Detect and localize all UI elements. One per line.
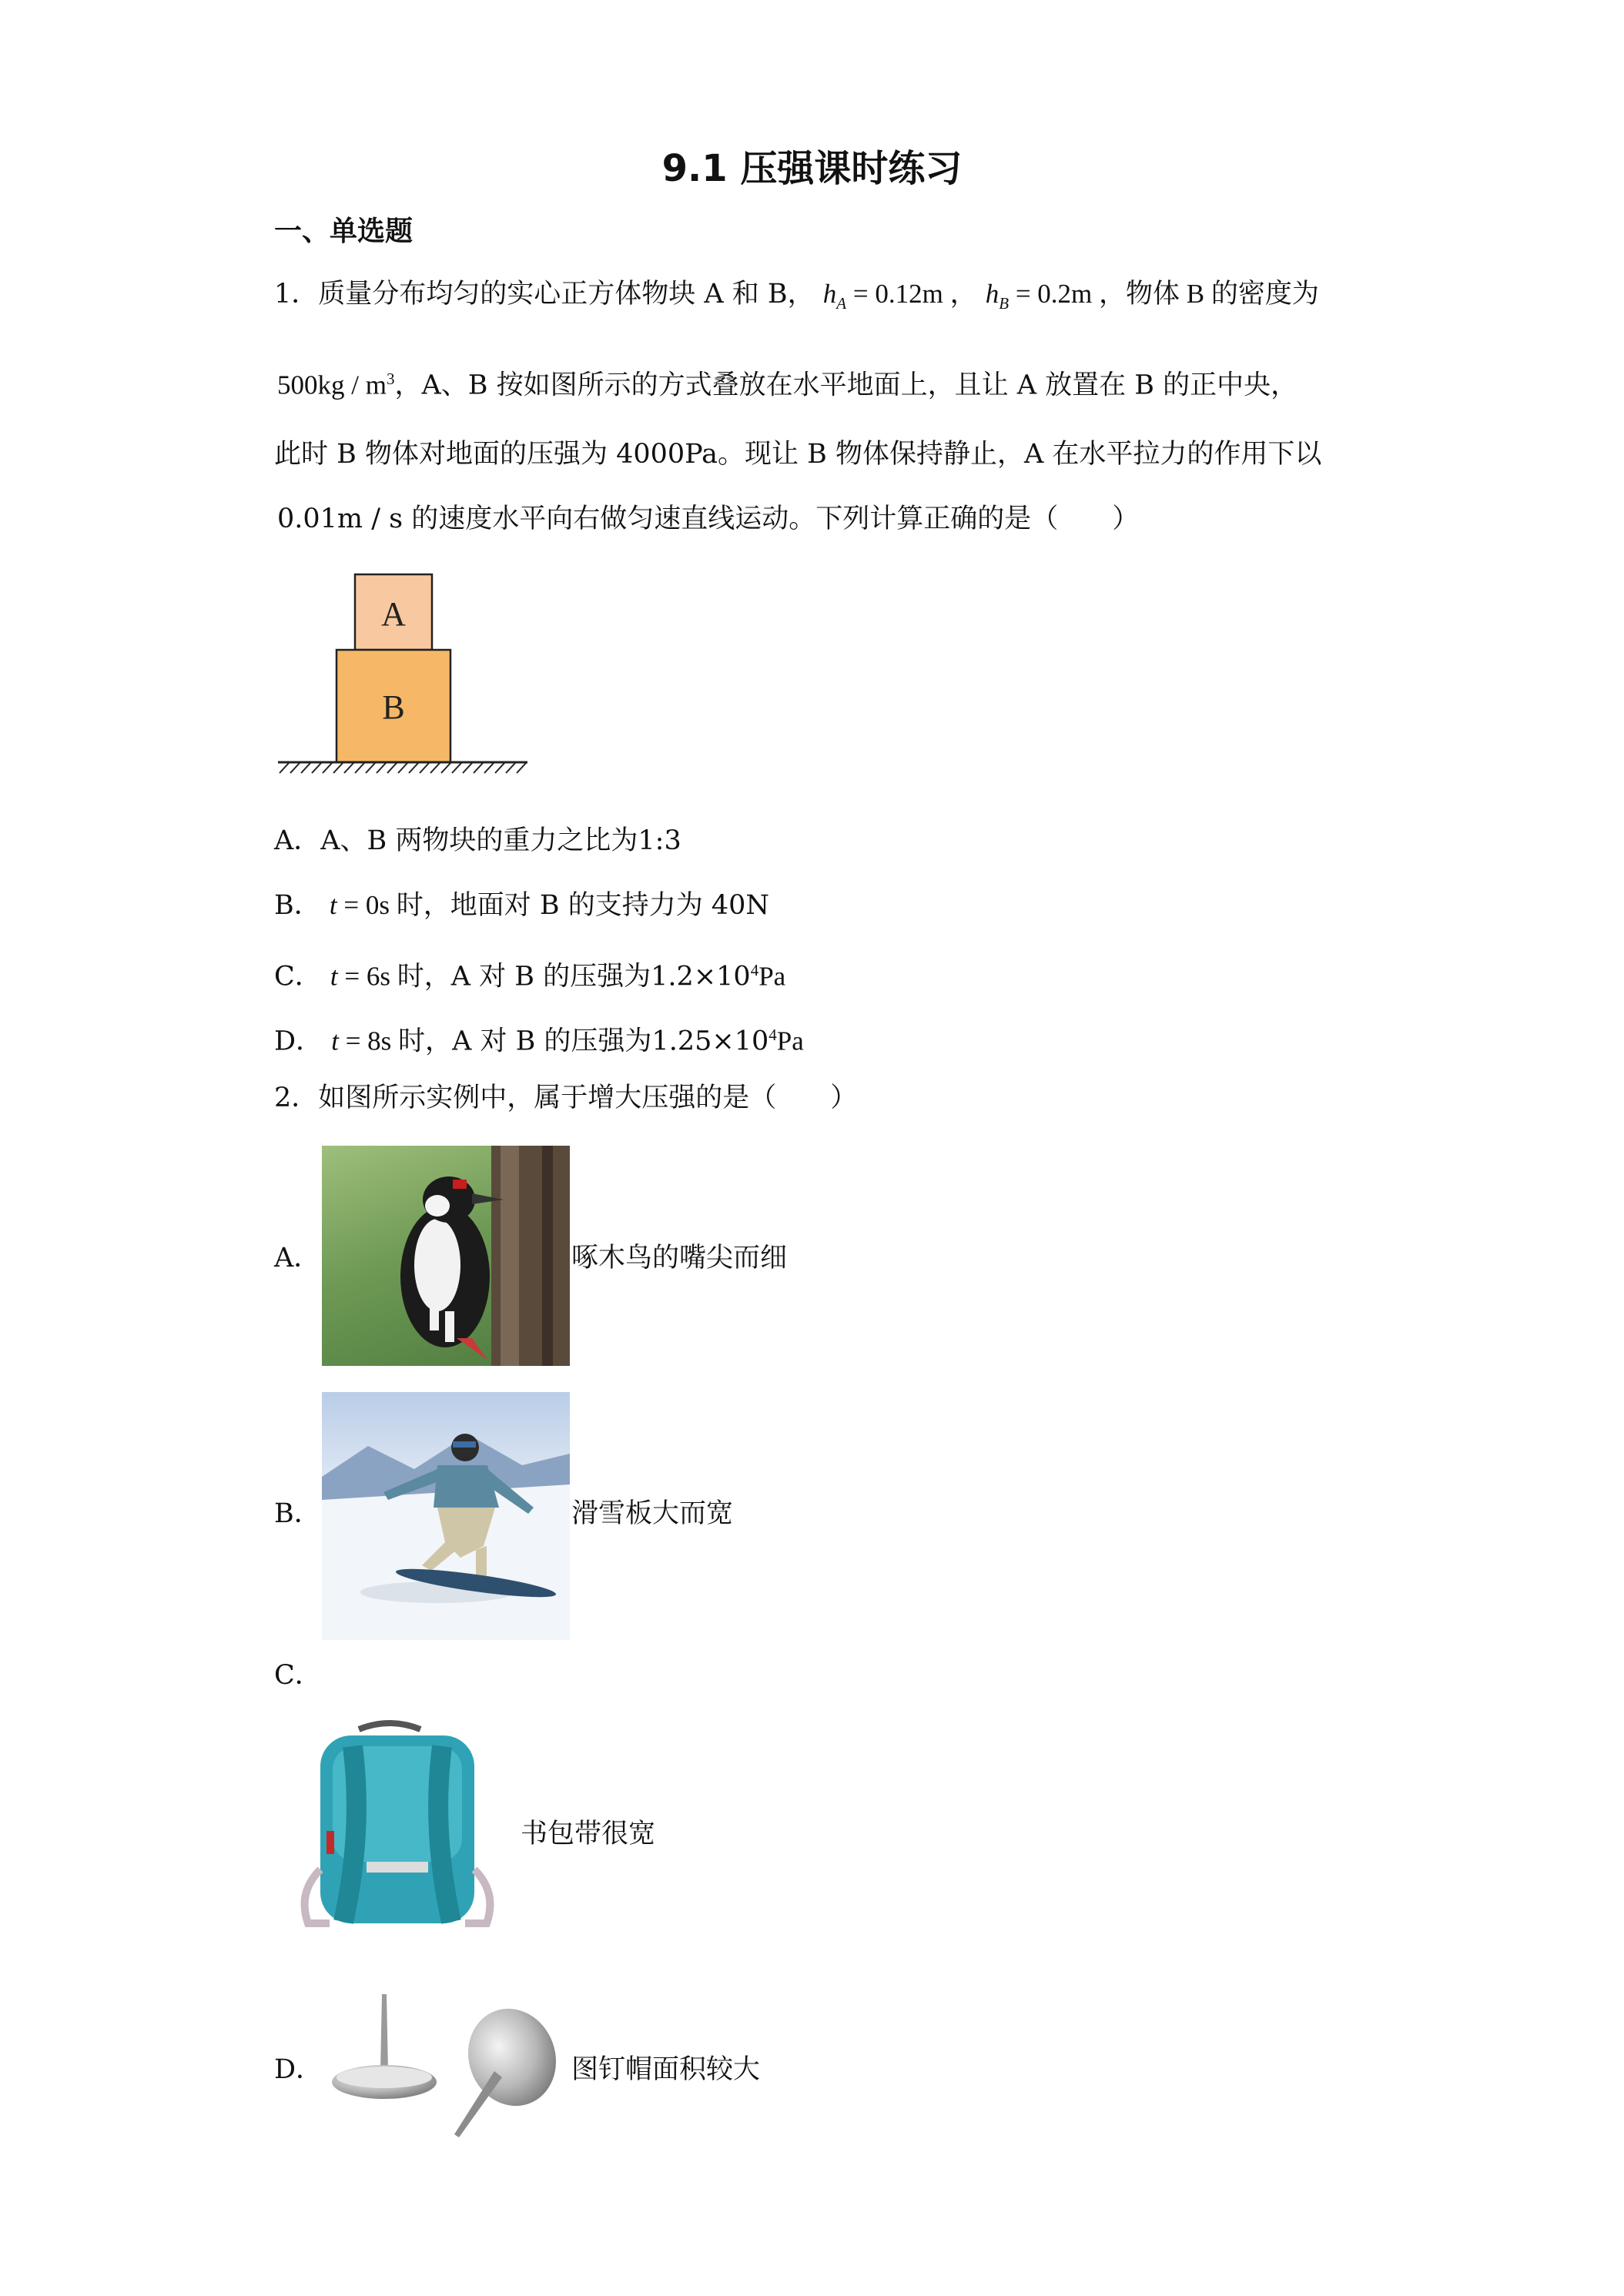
blocks-figure (273, 570, 535, 785)
q1-ha: $h_A = 0.12m$ ， (822, 279, 977, 313)
block-b-label: B (382, 688, 405, 726)
q2-option-a-label: A． (274, 1243, 321, 1274)
q1-option-d: D． t = 8s 时，A 对 B 的压强为$1.25\times 10^4Pa$ (274, 1026, 804, 1057)
q1-hb: $h_B = 0.2m$ ，物体 B 的密度为 (985, 279, 1319, 313)
q2-option-d-caption: 图钉帽面积较大 (571, 2054, 761, 2085)
q1-line4: 0.01m / s 的速度水平向右做匀速直线运动。下列计算正确的是（ ） (277, 504, 1140, 534)
q2-option-b-label: B． (274, 1498, 321, 1529)
q1-line1 (274, 277, 1319, 320)
thumbtack-image (323, 1986, 570, 2148)
snowboarder-image (322, 1392, 570, 1640)
backpack-image (290, 1715, 505, 1946)
q1-option-b: B． t = 0s 时，地面对 B 的支持力为 40N (274, 890, 769, 921)
ground-hatching (280, 763, 526, 773)
q1-number: 1． (274, 279, 319, 310)
q2-option-b-caption: 滑雪板大而宽 (571, 1498, 734, 1529)
q2-stem: 2．如图所示实例中，属于增大压强的是（ ） (274, 1083, 858, 1113)
page-title: 9.1 压强课时练习 (661, 147, 963, 190)
q2-option-c-label: C． (274, 1660, 322, 1691)
q2-option-c-caption: 书包带很宽 (521, 1819, 656, 1849)
section-heading: 一、单选题 (274, 216, 414, 247)
q1-line3: 此时 B 物体对地面的压强为 4000Pa。现让 B 物体保持静止，A 在水平拉力的作用下以 (274, 439, 1322, 470)
q1-text-1: 质量分布均匀的实心正方体物块 A 和 B， (318, 279, 815, 310)
q1-line2: $500kg / m^3$，A、B 按如图所示的方式叠放在水平地面上，且让 A 放置在 B 的正中央， (277, 370, 1298, 401)
block-a-label: A (381, 595, 406, 633)
q1-option-a: A．A、B 两物块的重力之比为1:3 (274, 825, 681, 856)
q1-option-c: C． t = 6s 时，A 对 B 的压强为$1.2\times 10^4Pa$ (274, 961, 786, 992)
woodpecker-image (322, 1146, 570, 1366)
q2-option-d-label: D． (274, 2054, 323, 2085)
q2-option-a-caption: 啄木鸟的嘴尖而细 (571, 1243, 788, 1274)
